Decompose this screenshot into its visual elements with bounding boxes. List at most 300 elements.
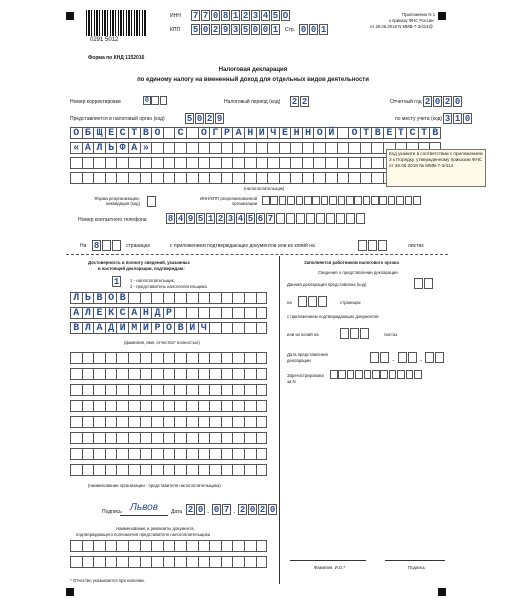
char-cell[interactable] [221,556,233,568]
char-cell[interactable] [186,352,198,364]
char-cell[interactable]: Ь [105,142,117,154]
char-cell[interactable]: В [70,322,82,334]
char-cell[interactable] [128,540,140,552]
char-cell[interactable] [388,196,396,205]
char-cell[interactable] [232,157,244,169]
char-cell[interactable] [105,172,117,184]
char-cell[interactable]: Л [82,322,94,334]
char-cell[interactable] [70,172,82,184]
char-cell[interactable] [151,464,163,476]
char-cell[interactable] [363,196,371,205]
char-cell[interactable] [112,240,121,251]
char-cell[interactable]: 2 [206,114,213,124]
char-cell[interactable]: Т [360,127,372,139]
char-cell[interactable] [198,292,210,304]
char-cell[interactable] [378,240,387,251]
char-cell[interactable] [244,322,256,334]
char-cell[interactable] [198,432,210,444]
char-cell[interactable]: Ч [267,127,279,139]
char-cell[interactable]: 3 [444,114,451,124]
char-cell[interactable] [209,540,221,552]
char-cell[interactable] [368,240,377,251]
char-cell[interactable] [256,352,268,364]
char-cell[interactable] [151,368,163,380]
char-cell[interactable] [256,368,268,380]
char-cell[interactable] [163,142,175,154]
char-cell[interactable] [360,157,372,169]
char-cell[interactable] [209,368,221,380]
char-cell[interactable]: 0 [144,97,149,105]
char-cell[interactable] [93,352,105,364]
char-cell[interactable]: 8 [222,11,229,21]
char-cell[interactable]: Ч [198,322,210,334]
char-cell[interactable] [198,400,210,412]
char-cell[interactable] [244,157,256,169]
char-cell[interactable] [93,464,105,476]
char-cell[interactable]: О [105,292,117,304]
char-cell[interactable] [244,172,256,184]
char-cell[interactable] [209,142,221,154]
char-cell[interactable] [414,370,422,379]
char-cell[interactable] [93,432,105,444]
char-cell[interactable] [221,400,233,412]
char-cell[interactable] [174,432,186,444]
char-cell[interactable] [304,196,312,205]
char-cell[interactable] [82,464,94,476]
char-cell[interactable] [70,384,82,396]
char-cell[interactable] [151,540,163,552]
char-cell[interactable] [174,556,186,568]
char-cell[interactable] [296,213,305,224]
char-cell[interactable] [232,384,244,396]
char-cell[interactable] [82,368,94,380]
char-cell[interactable] [186,400,198,412]
char-cell[interactable]: Щ [93,127,105,139]
char-cell[interactable] [397,370,405,379]
char-cell[interactable] [128,464,140,476]
char-cell[interactable] [163,172,175,184]
char-cell[interactable] [82,384,94,396]
char-cell[interactable] [346,196,354,205]
char-cell[interactable]: 0 [262,25,269,35]
char-cell[interactable] [105,384,117,396]
char-cell[interactable] [163,157,175,169]
char-cell[interactable]: 2 [187,505,194,515]
char-cell[interactable] [244,448,256,460]
char-cell[interactable] [151,384,163,396]
char-cell[interactable]: 1 [232,11,239,21]
char-cell[interactable] [70,448,82,460]
char-cell[interactable]: 1 [207,214,214,224]
char-cell[interactable]: 7 [192,11,199,21]
char-cell[interactable] [93,368,105,380]
char-cell[interactable] [256,172,268,184]
char-cell[interactable] [221,416,233,428]
char-cell[interactable] [140,292,152,304]
char-cell[interactable] [244,292,256,304]
char-cell[interactable] [198,384,210,396]
char-cell[interactable] [128,416,140,428]
char-cell[interactable]: 0 [434,97,441,107]
char-cell[interactable] [186,307,198,319]
char-cell[interactable] [325,157,337,169]
char-cell[interactable] [128,384,140,396]
char-cell[interactable]: О [70,127,82,139]
char-cell[interactable]: Т [418,127,430,139]
char-cell[interactable] [198,540,210,552]
char-cell[interactable]: 3 [232,25,239,35]
char-cell[interactable] [380,352,389,363]
char-cell[interactable]: 2 [217,214,224,224]
char-cell[interactable] [198,172,210,184]
char-cell[interactable] [93,416,105,428]
char-cell[interactable] [163,464,175,476]
char-cell[interactable] [209,556,221,568]
char-cell[interactable] [116,464,128,476]
char-cell[interactable] [209,432,221,444]
char-cell[interactable] [209,307,221,319]
char-cell[interactable]: 0 [212,11,219,21]
char-cell[interactable] [313,172,325,184]
char-cell[interactable] [287,196,295,205]
char-cell[interactable] [256,464,268,476]
char-cell[interactable] [338,196,346,205]
char-cell[interactable]: 1 [454,114,461,124]
char-cell[interactable]: А [128,142,140,154]
char-cell[interactable]: С [116,307,128,319]
char-cell[interactable] [325,142,337,154]
char-cell[interactable] [221,464,233,476]
char-cell[interactable] [302,142,314,154]
char-cell[interactable] [308,296,317,307]
char-cell[interactable] [151,352,163,364]
char-cell[interactable] [221,307,233,319]
char-cell[interactable]: 2 [444,97,451,107]
char-cell[interactable] [151,556,163,568]
char-cell[interactable] [163,400,175,412]
char-cell[interactable] [244,464,256,476]
char-cell[interactable] [209,172,221,184]
char-cell[interactable] [116,157,128,169]
char-cell[interactable]: 5 [186,114,193,124]
char-cell[interactable] [221,352,233,364]
char-cell[interactable] [147,196,156,207]
char-cell[interactable] [360,172,372,184]
char-cell[interactable]: 3 [227,214,234,224]
char-cell[interactable] [174,448,186,460]
char-cell[interactable] [337,127,349,139]
char-cell[interactable] [232,540,244,552]
char-cell[interactable] [379,196,387,205]
char-cell[interactable] [221,292,233,304]
char-cell[interactable] [232,307,244,319]
char-cell[interactable]: 0 [269,505,276,515]
char-cell[interactable] [93,400,105,412]
char-cell[interactable] [232,172,244,184]
char-cell[interactable] [244,142,256,154]
char-cell[interactable]: К [105,307,117,319]
char-cell[interactable] [405,196,413,205]
char-cell[interactable] [256,384,268,396]
char-cell[interactable] [348,157,360,169]
char-cell[interactable] [93,172,105,184]
char-cell[interactable] [105,556,117,568]
char-cell[interactable] [116,172,128,184]
char-cell[interactable] [105,400,117,412]
char-cell[interactable] [290,172,302,184]
char-cell[interactable]: М [128,322,140,334]
char-cell[interactable]: О [348,127,360,139]
char-cell[interactable]: А [232,127,244,139]
char-cell[interactable] [70,432,82,444]
char-cell[interactable] [346,213,355,224]
char-cell[interactable]: 0 [454,97,461,107]
char-cell[interactable] [116,556,128,568]
char-cell[interactable] [160,96,168,105]
char-cell[interactable] [198,556,210,568]
char-cell[interactable] [82,556,94,568]
char-cell[interactable] [93,448,105,460]
char-cell[interactable] [151,142,163,154]
char-cell[interactable]: Д [151,307,163,319]
char-cell[interactable]: И [116,322,128,334]
char-cell[interactable] [290,157,302,169]
char-cell[interactable] [370,352,379,363]
char-cell[interactable] [209,416,221,428]
char-cell[interactable] [348,142,360,154]
char-cell[interactable] [82,540,94,552]
char-cell[interactable] [336,213,345,224]
char-cell[interactable] [364,370,372,379]
char-cell[interactable] [380,370,388,379]
char-cell[interactable]: 0 [310,25,317,35]
char-cell[interactable] [325,172,337,184]
char-cell[interactable] [347,370,355,379]
char-cell[interactable] [116,448,128,460]
char-cell[interactable]: Е [383,127,395,139]
char-cell[interactable] [186,157,198,169]
char-cell[interactable] [116,400,128,412]
char-cell[interactable] [279,196,287,205]
char-cell[interactable] [355,370,363,379]
char-cell[interactable] [128,556,140,568]
char-cell[interactable] [186,127,198,139]
char-cell[interactable] [267,157,279,169]
char-cell[interactable] [313,157,325,169]
char-cell[interactable] [321,196,329,205]
char-cell[interactable] [82,352,94,364]
char-cell[interactable] [174,292,186,304]
char-cell[interactable] [128,400,140,412]
char-cell[interactable] [163,448,175,460]
char-cell[interactable]: 7 [223,505,230,515]
char-cell[interactable]: Л [93,142,105,154]
char-cell[interactable] [198,157,210,169]
char-cell[interactable]: 0 [202,25,209,35]
char-cell[interactable] [389,370,397,379]
char-cell[interactable] [312,196,320,205]
char-cell[interactable] [371,157,383,169]
char-cell[interactable]: Ь [82,292,94,304]
char-cell[interactable] [140,540,152,552]
char-cell[interactable] [186,556,198,568]
char-cell[interactable] [256,307,268,319]
char-cell[interactable]: 0 [213,505,220,515]
char-cell[interactable] [244,556,256,568]
char-cell[interactable] [140,368,152,380]
char-cell[interactable] [290,142,302,154]
char-cell[interactable] [186,448,198,460]
char-cell[interactable] [337,172,349,184]
char-cell[interactable] [174,416,186,428]
char-cell[interactable] [329,196,337,205]
char-cell[interactable] [70,400,82,412]
char-cell[interactable] [140,556,152,568]
char-cell[interactable] [414,278,423,289]
char-cell[interactable] [406,370,414,379]
char-cell[interactable]: 6 [257,214,264,224]
char-cell[interactable] [198,448,210,460]
char-cell[interactable] [186,368,198,380]
char-cell[interactable] [105,540,117,552]
char-cell[interactable] [371,172,383,184]
char-cell[interactable] [306,213,315,224]
char-cell[interactable]: » [140,142,152,154]
char-cell[interactable] [174,172,186,184]
char-cell[interactable] [151,172,163,184]
char-cell[interactable]: Ф [116,142,128,154]
char-cell[interactable] [186,172,198,184]
char-cell[interactable] [163,432,175,444]
char-cell[interactable] [70,416,82,428]
char-cell[interactable] [174,400,186,412]
char-cell[interactable]: В [371,127,383,139]
char-cell[interactable] [318,296,327,307]
char-cell[interactable] [140,464,152,476]
char-cell[interactable] [244,368,256,380]
char-cell[interactable]: 9 [222,25,229,35]
char-cell[interactable] [105,448,117,460]
char-cell[interactable]: 5 [197,214,204,224]
char-cell[interactable]: Н [302,127,314,139]
char-cell[interactable] [140,352,152,364]
char-cell[interactable] [209,352,221,364]
char-cell[interactable] [221,432,233,444]
char-cell[interactable] [408,352,417,363]
char-cell[interactable] [70,540,82,552]
char-cell[interactable] [302,157,314,169]
char-cell[interactable]: Г [209,127,221,139]
char-cell[interactable] [232,368,244,380]
char-cell[interactable] [256,322,268,334]
char-cell[interactable] [174,352,186,364]
char-cell[interactable]: Н [244,127,256,139]
char-cell[interactable] [151,96,159,105]
char-cell[interactable] [82,448,94,460]
char-cell[interactable]: С [174,127,186,139]
char-cell[interactable] [105,432,117,444]
char-cell[interactable] [279,142,291,154]
char-cell[interactable] [267,172,279,184]
char-cell[interactable]: 2 [212,25,219,35]
char-cell[interactable]: « [70,142,82,154]
char-cell[interactable] [70,464,82,476]
char-cell[interactable] [354,196,362,205]
char-cell[interactable] [140,448,152,460]
char-cell[interactable] [151,292,163,304]
char-cell[interactable] [102,240,111,251]
char-cell[interactable] [140,400,152,412]
char-cell[interactable] [221,142,233,154]
char-cell[interactable] [128,172,140,184]
char-cell[interactable] [151,157,163,169]
char-cell[interactable] [198,416,210,428]
char-cell[interactable]: 3 [252,11,259,21]
char-cell[interactable] [338,370,346,379]
char-cell[interactable]: 2 [424,97,431,107]
char-cell[interactable] [232,322,244,334]
char-cell[interactable] [116,540,128,552]
char-cell[interactable]: 0 [197,505,204,515]
char-cell[interactable] [174,540,186,552]
char-cell[interactable] [82,432,94,444]
char-cell[interactable] [209,384,221,396]
char-cell[interactable] [424,278,433,289]
char-cell[interactable] [186,384,198,396]
char-cell[interactable]: С [116,127,128,139]
char-cell[interactable] [174,384,186,396]
char-cell[interactable] [326,213,335,224]
char-cell[interactable] [105,157,117,169]
char-cell[interactable]: 4 [237,214,244,224]
char-cell[interactable] [70,556,82,568]
char-cell[interactable]: 1 [113,277,120,287]
char-cell[interactable]: 9 [187,214,194,224]
char-cell[interactable] [279,157,291,169]
char-cell[interactable] [209,292,221,304]
char-cell[interactable]: Н [290,127,302,139]
char-cell[interactable] [82,172,94,184]
char-cell[interactable] [256,157,268,169]
char-cell[interactable] [198,307,210,319]
char-cell[interactable] [330,370,338,379]
char-cell[interactable]: Р [163,307,175,319]
char-cell[interactable] [302,172,314,184]
char-cell[interactable] [244,400,256,412]
char-cell[interactable] [163,556,175,568]
char-cell[interactable] [232,556,244,568]
char-cell[interactable] [198,368,210,380]
char-cell[interactable]: А [82,142,94,154]
char-cell[interactable] [256,416,268,428]
char-cell[interactable] [151,448,163,460]
char-cell[interactable] [116,384,128,396]
char-cell[interactable]: С [406,127,418,139]
char-cell[interactable] [116,416,128,428]
char-cell[interactable] [244,540,256,552]
char-cell[interactable] [93,556,105,568]
char-cell[interactable] [298,296,307,307]
char-cell[interactable]: 7 [202,11,209,21]
char-cell[interactable] [128,368,140,380]
char-cell[interactable] [221,384,233,396]
char-cell[interactable] [163,127,175,139]
char-cell[interactable] [316,213,325,224]
char-cell[interactable] [244,307,256,319]
char-cell[interactable] [186,432,198,444]
char-cell[interactable] [232,292,244,304]
char-cell[interactable] [186,416,198,428]
